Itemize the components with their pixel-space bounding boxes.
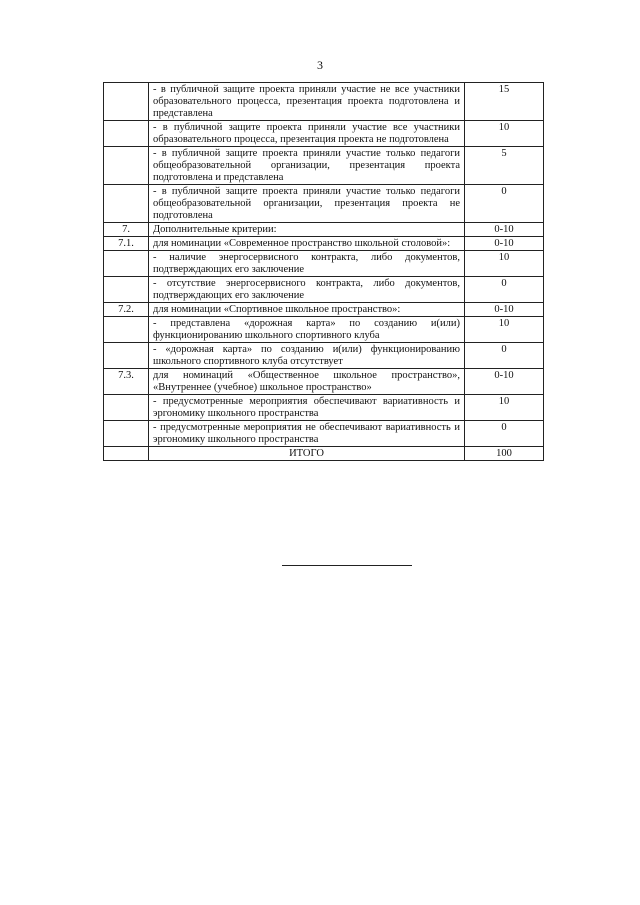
row-number: 7.1.: [104, 237, 149, 251]
table-row: [104, 277, 544, 303]
row-number: [104, 83, 149, 121]
table-row: [104, 121, 544, 147]
criterion-score: 0-10: [465, 223, 544, 237]
table-row: [104, 237, 544, 251]
criterion-score: 0: [465, 185, 544, 223]
criterion-score: 10: [465, 395, 544, 421]
criterion-text: - в публичной защите проекта приняли участие только педагоги общеобразовательной организации, презентация проекта не подготовлена: [149, 185, 465, 223]
row-number: [104, 395, 149, 421]
table-row: [104, 223, 544, 237]
row-number: [104, 317, 149, 343]
criterion-score: 10: [465, 251, 544, 277]
criterion-text: - в публичной защите проекта приняли участие не все участники образовательного процесса, презентация проекта подготовлена и представлена: [149, 83, 465, 121]
table-row: [104, 251, 544, 277]
criterion-text: Дополнительные критерии:: [149, 223, 465, 237]
page-number: 3: [317, 58, 323, 72]
table-row: [104, 369, 544, 395]
table-row: [104, 147, 544, 185]
criterion-text: - отсутствие энергосервисного контракта, либо документов, подтверждающих его заключение: [149, 277, 465, 303]
total-label: ИТОГО: [149, 447, 465, 461]
criterion-text: для номинации «Современное пространство школьной столовой»:: [149, 237, 465, 251]
criterion-text: - представлена «дорожная карта» по созданию и(или) функционированию школьного спортивного клуба: [149, 317, 465, 343]
criteria-table: [103, 82, 544, 461]
criterion-text: - «дорожная карта» по созданию и(или) функционированию школьного спортивного клуба отсутствует: [149, 343, 465, 369]
criteria-table-body: [104, 83, 544, 461]
row-number: [104, 185, 149, 223]
row-number: [104, 147, 149, 185]
row-number: 7.3.: [104, 369, 149, 395]
criterion-text: для номинации «Спортивное школьное пространство»:: [149, 303, 465, 317]
criterion-score: 0-10: [465, 237, 544, 251]
table-row: [104, 343, 544, 369]
closing-rule: [282, 565, 412, 566]
criterion-text: - в публичной защите проекта приняли участие только педагоги общеобразовательной организации, презентация проекта подготовлена и представлена: [149, 147, 465, 185]
row-number: [104, 421, 149, 447]
total-row: [104, 447, 544, 461]
total-number-cell: [104, 447, 149, 461]
criterion-text: - в публичной защите проекта приняли участие все участники образовательного процесса, презентация проекта не подготовлена: [149, 121, 465, 147]
criterion-score: 5: [465, 147, 544, 185]
criterion-text: - предусмотренные мероприятия не обеспечивают вариативность и эргономику школьного пространства: [149, 421, 465, 447]
table-row: [104, 83, 544, 121]
criterion-text: - наличие энергосервисного контракта, либо документов, подтверждающих его заключение: [149, 251, 465, 277]
criterion-score: 15: [465, 83, 544, 121]
total-score: 100: [465, 447, 544, 461]
row-number: [104, 277, 149, 303]
row-number: 7.2.: [104, 303, 149, 317]
row-number: 7.: [104, 223, 149, 237]
table-row: [104, 303, 544, 317]
criterion-score: 10: [465, 317, 544, 343]
criterion-text: для номинаций «Общественное школьное пространство», «Внутреннее (учебное) школьное пространство»: [149, 369, 465, 395]
row-number: [104, 121, 149, 147]
criterion-score: 0: [465, 343, 544, 369]
table-row: [104, 185, 544, 223]
criterion-score: 0-10: [465, 303, 544, 317]
criterion-score: 0: [465, 421, 544, 447]
criterion-score: 10: [465, 121, 544, 147]
table-row: [104, 395, 544, 421]
criterion-score: 0: [465, 277, 544, 303]
criterion-text: - предусмотренные мероприятия обеспечивают вариативность и эргономику школьного пространства: [149, 395, 465, 421]
row-number: [104, 251, 149, 277]
table-row: [104, 317, 544, 343]
table-row: [104, 421, 544, 447]
row-number: [104, 343, 149, 369]
criterion-score: 0-10: [465, 369, 544, 395]
